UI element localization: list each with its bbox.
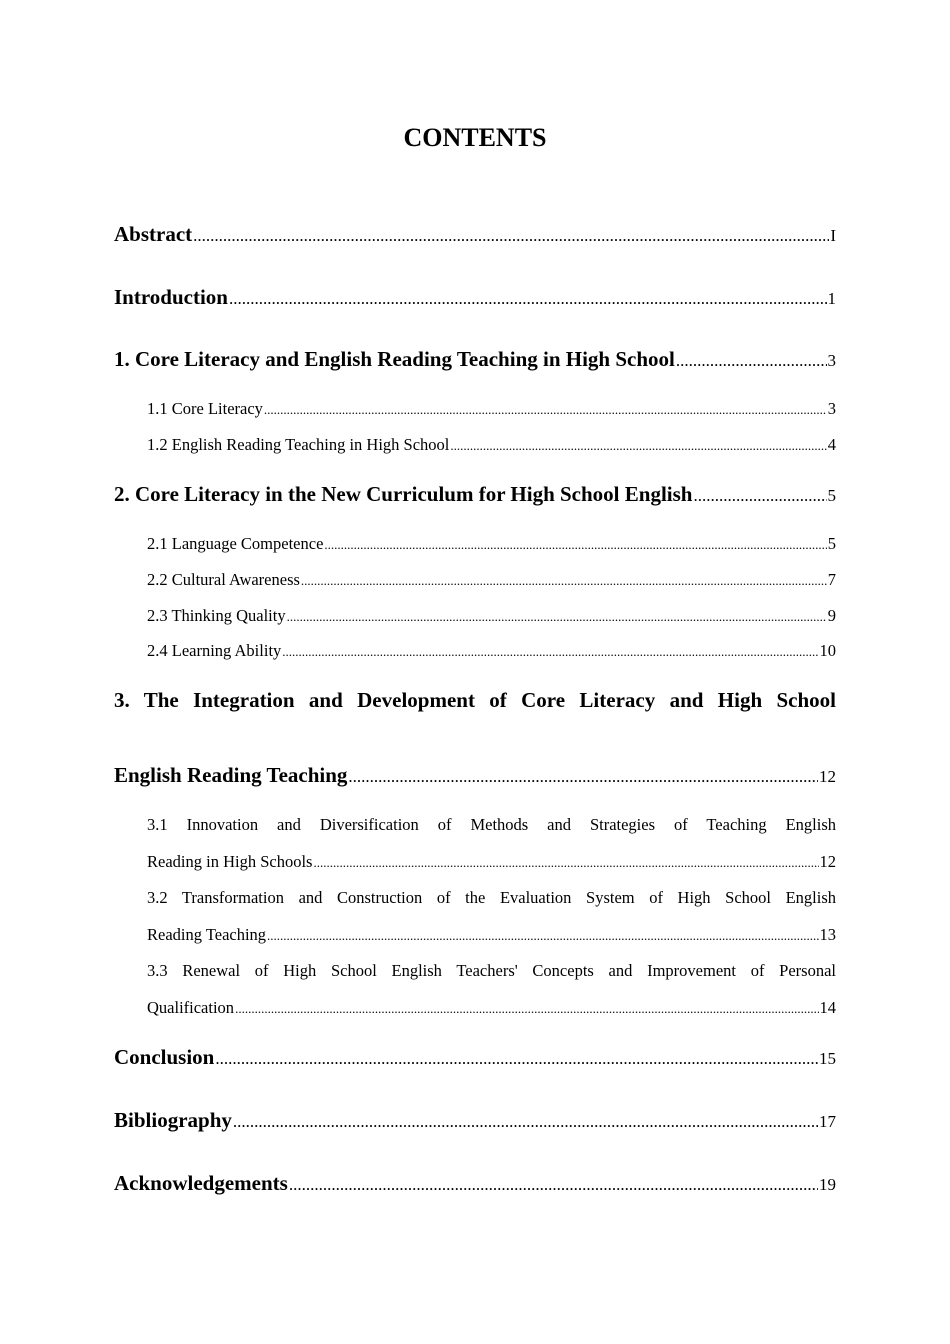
toc-entry-3-3[interactable] xyxy=(147,997,836,1020)
entry-title: Bibliography xyxy=(114,1108,232,1132)
toc-entry-1-1[interactable] xyxy=(147,398,836,421)
entry-title: 1. Core Literacy and English Reading Teaching in High School xyxy=(114,347,675,371)
entry-title: 1.2 English Reading Teaching in High School xyxy=(147,435,450,454)
entry-page: 10 xyxy=(819,641,836,660)
entry-page: 1 xyxy=(827,289,836,308)
entry-title: Acknowledgements xyxy=(114,1171,288,1195)
entry-page: 12 xyxy=(819,767,836,786)
entry-title: Qualification xyxy=(147,998,235,1017)
dot-leader xyxy=(264,399,827,421)
entry-page: I xyxy=(830,226,836,245)
entry-page: 5 xyxy=(827,534,836,553)
entry-title: English Reading Teaching xyxy=(114,763,348,787)
dot-leader xyxy=(301,570,827,592)
toc-entry-3-2-line1[interactable]: 3.2 Transformation and Construction of the Evaluation System of High School English xyxy=(147,888,836,907)
dot-leader xyxy=(282,641,818,663)
entry-title: Reading Teaching xyxy=(147,925,267,944)
entry-page: 12 xyxy=(819,852,836,871)
toc-entry-introduction[interactable] xyxy=(114,283,836,313)
entry-page: 19 xyxy=(819,1175,836,1194)
entry-title: Reading in High Schools xyxy=(147,852,313,871)
entry-page: 13 xyxy=(819,925,836,944)
entry-title: Abstract xyxy=(114,222,193,246)
toc-entry-bibliography[interactable] xyxy=(114,1106,836,1136)
toc-entry-acknowledgements[interactable] xyxy=(114,1169,836,1199)
entry-page: 9 xyxy=(827,606,836,625)
dot-leader xyxy=(267,925,818,947)
toc-entry-1-2[interactable] xyxy=(147,434,836,457)
dot-leader xyxy=(215,1045,818,1073)
toc-entry-3-3-line1[interactable]: 3.3 Renewal of High School English Teachers' Concepts and Improvement of Personal xyxy=(147,961,836,980)
dot-leader xyxy=(233,1108,818,1136)
entry-page: 14 xyxy=(819,998,836,1017)
entry-title: Introduction xyxy=(114,285,228,309)
dot-leader xyxy=(313,852,818,874)
toc-entry-chapter-1[interactable] xyxy=(114,345,836,375)
toc-entry-chapter-3[interactable] xyxy=(114,761,836,791)
dot-leader xyxy=(324,534,826,556)
toc-entry-3-2[interactable] xyxy=(147,924,836,947)
toc-entry-abstract[interactable] xyxy=(114,220,836,250)
entry-page: 15 xyxy=(819,1049,836,1068)
toc-entry-chapter-3-line1[interactable]: 3. The Integration and Development of Core Literacy and High School xyxy=(114,688,836,712)
entry-page: 3 xyxy=(827,399,836,418)
dot-leader xyxy=(229,285,827,313)
entry-title: 1.1 Core Literacy xyxy=(147,399,263,418)
toc-entry-2-2[interactable] xyxy=(147,569,836,592)
dot-leader xyxy=(348,763,818,791)
entry-title: 2.2 Cultural Awareness xyxy=(147,570,300,589)
toc-entry-2-4[interactable] xyxy=(147,640,836,663)
entry-title: 2. Core Literacy in the New Curriculum for High School English xyxy=(114,482,693,506)
dot-leader xyxy=(693,482,826,510)
entry-page: 5 xyxy=(827,486,836,505)
dot-leader xyxy=(287,606,827,628)
entry-title: 2.4 Learning Ability xyxy=(147,641,282,660)
toc-entry-3-1[interactable] xyxy=(147,851,836,874)
entry-title: Conclusion xyxy=(114,1045,215,1069)
entry-page: 17 xyxy=(819,1112,836,1131)
entry-title: 2.3 Thinking Quality xyxy=(147,606,286,625)
toc-entry-3-1-line1[interactable]: 3.1 Innovation and Diversification of Methods and Strategies of Teaching English xyxy=(147,815,836,834)
page-title: CONTENTS xyxy=(403,123,547,152)
toc-entry-chapter-2[interactable] xyxy=(114,480,836,510)
entry-page: 3 xyxy=(827,351,836,370)
dot-leader xyxy=(193,222,829,250)
dot-leader xyxy=(676,347,827,375)
dot-leader xyxy=(289,1171,818,1199)
dot-leader xyxy=(450,435,826,457)
entry-page: 4 xyxy=(827,435,836,454)
toc-entry-conclusion[interactable] xyxy=(114,1043,836,1073)
toc-entry-2-3[interactable] xyxy=(147,605,836,628)
toc-entry-2-1[interactable] xyxy=(147,533,836,556)
entry-page: 7 xyxy=(827,570,836,589)
entry-title: 2.1 Language Competence xyxy=(147,534,324,553)
dot-leader xyxy=(235,998,818,1020)
